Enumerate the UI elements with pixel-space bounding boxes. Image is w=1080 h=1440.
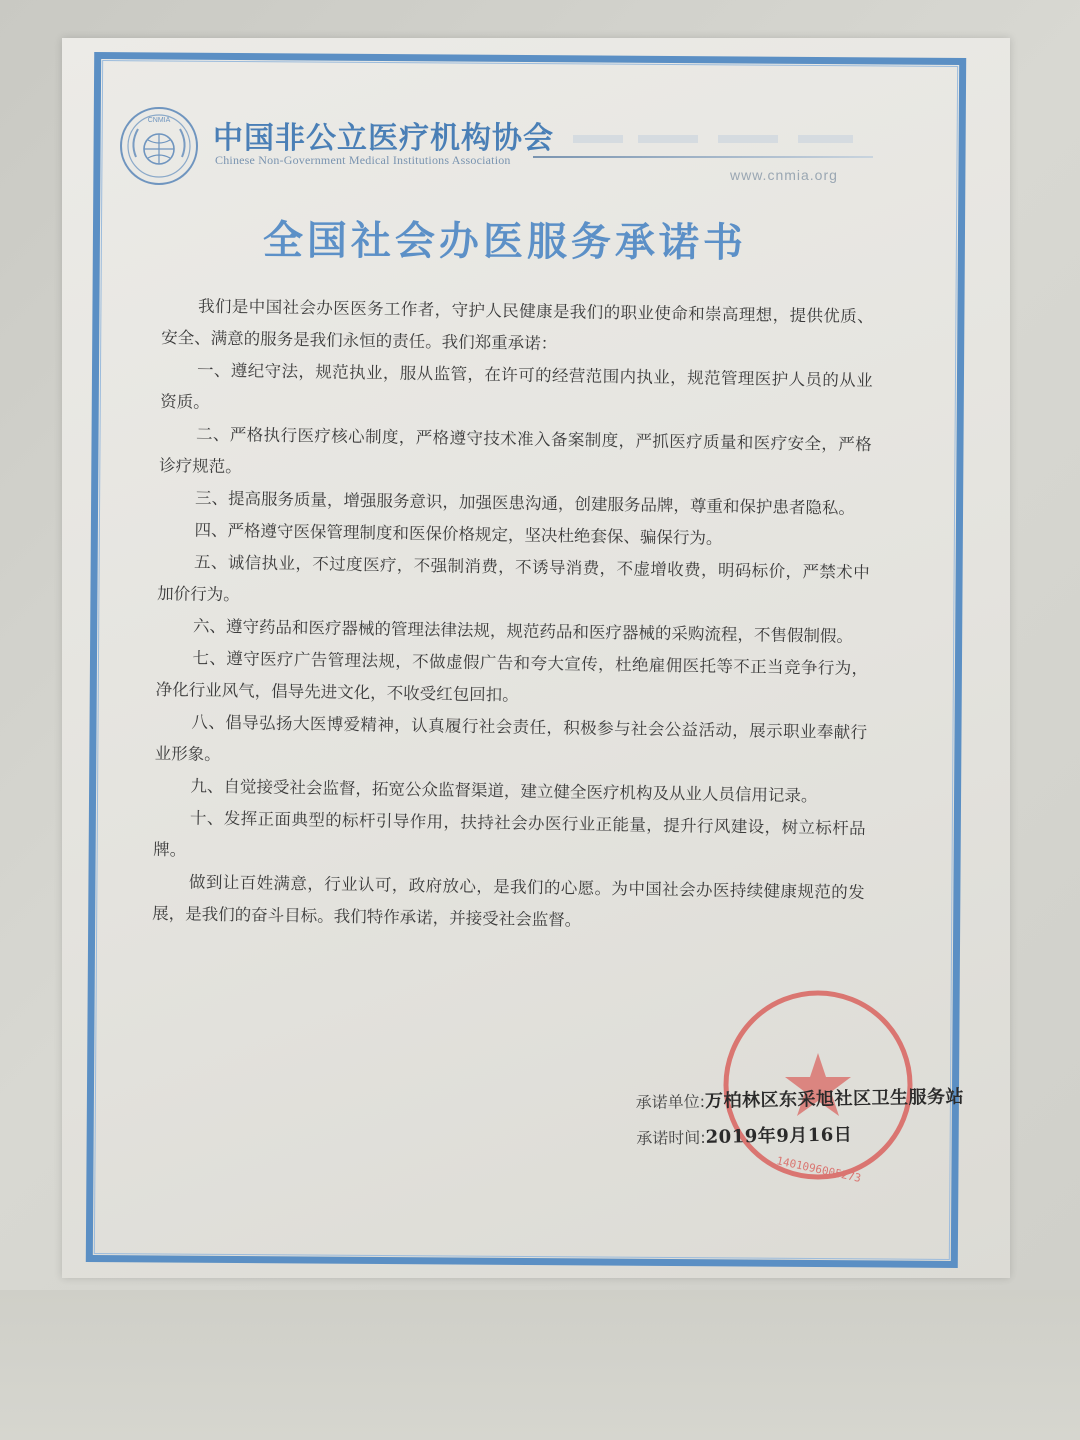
time-value: 2019年9月16日	[705, 1124, 853, 1148]
paragraph-item-10: 十、发挥正面典型的标杆引导作用，扶持社会办医行业正能量，提升行风建设，树立标杆品牌。	[153, 808, 866, 860]
time-row	[636, 1118, 997, 1160]
paragraph-item-6: 六、遵守药品和医疗器械的管理法律法规，规范药品和医疗器械的采购流程，不售假制假。	[192, 616, 854, 646]
logo-text: CNMIA	[147, 117, 171, 124]
paragraph-item-5: 五、诚信执业，不过度医疗，不强制消费，不诱导消费，不虚增收费，明码标价，严禁术中加价行为。	[157, 552, 870, 605]
unit-value: 万柏林区东采旭社区卫生服务站	[704, 1086, 965, 1112]
paragraph-item-1: 一、遵纪守法，规范执业，服从监管，在许可的经营范围内执业，规范管理医护人员的从业资质。	[160, 360, 873, 412]
paragraph-intro: 我们是中国社会办医医务工作者，守护人民健康是我们的职业使命和崇高理想，提供优质、安全、满意的服务是我们永恒的责任。我们郑重承诺：	[161, 296, 874, 354]
website-url: www.cnmia.org	[730, 167, 838, 183]
paragraph-item-3: 三、提高服务质量，增强服务意识，加强医患沟通，创建服务品牌，尊重和保护患者隐私。	[194, 488, 856, 518]
org-name-en: Chinese Non-Government Medical Institutions Association	[215, 153, 511, 167]
paragraph-closing: 做到让百姓满意，行业认可，政府放心，是我们的心愿。为中国社会办医持续健康规范的发展，是我们的奋斗目标。我们特作承诺，并接受社会监督。	[152, 872, 865, 930]
header-rule	[533, 156, 873, 158]
header-deco-bar	[638, 135, 698, 143]
paragraph-item-8: 八、倡导弘扬大医博爱精神，认真履行社会责任，积极参与社会公益活动，展示职业奉献行业形象。	[154, 712, 868, 764]
header-deco-bar	[798, 135, 853, 143]
paragraph-item-9: 九、自觉接受社会监督，拓宽公众监督渠道，建立健全医疗机构及从业人员信用记录。	[190, 776, 818, 806]
stamp-number: 1401096005273	[775, 1154, 863, 1185]
unit-label: 承诺单位:	[635, 1091, 706, 1113]
commitment-body	[152, 290, 874, 941]
letterhead	[118, 95, 878, 195]
header-deco-bar	[573, 135, 623, 143]
paragraph-item-7: 七、遵守医疗广告管理法规，不做虚假广告和夸大宣传，杜绝雇佣医托等不正当竞争行为，净化行业风气，倡导先进文化，不收受红包回扣。	[155, 648, 869, 705]
document-title: 全国社会办医服务承诺书	[262, 216, 748, 267]
time-label: 承诺时间:	[636, 1127, 706, 1149]
org-name-cn: 中国非公立医疗机构协会	[213, 121, 554, 156]
header-deco-bar	[718, 135, 778, 143]
association-logo-icon	[118, 105, 200, 187]
table-surface	[0, 1290, 1080, 1440]
paragraph-item-4: 四、严格遵守医保管理制度和医保价格规定，坚决杜绝套保、骗保行为。	[194, 520, 723, 548]
paragraph-item-2: 二、严格执行医疗核心制度，严格遵守技术准入备案制度，严抓医疗质量和医疗安全，严格诊疗规范。	[159, 424, 872, 477]
signature-block	[635, 1082, 996, 1160]
